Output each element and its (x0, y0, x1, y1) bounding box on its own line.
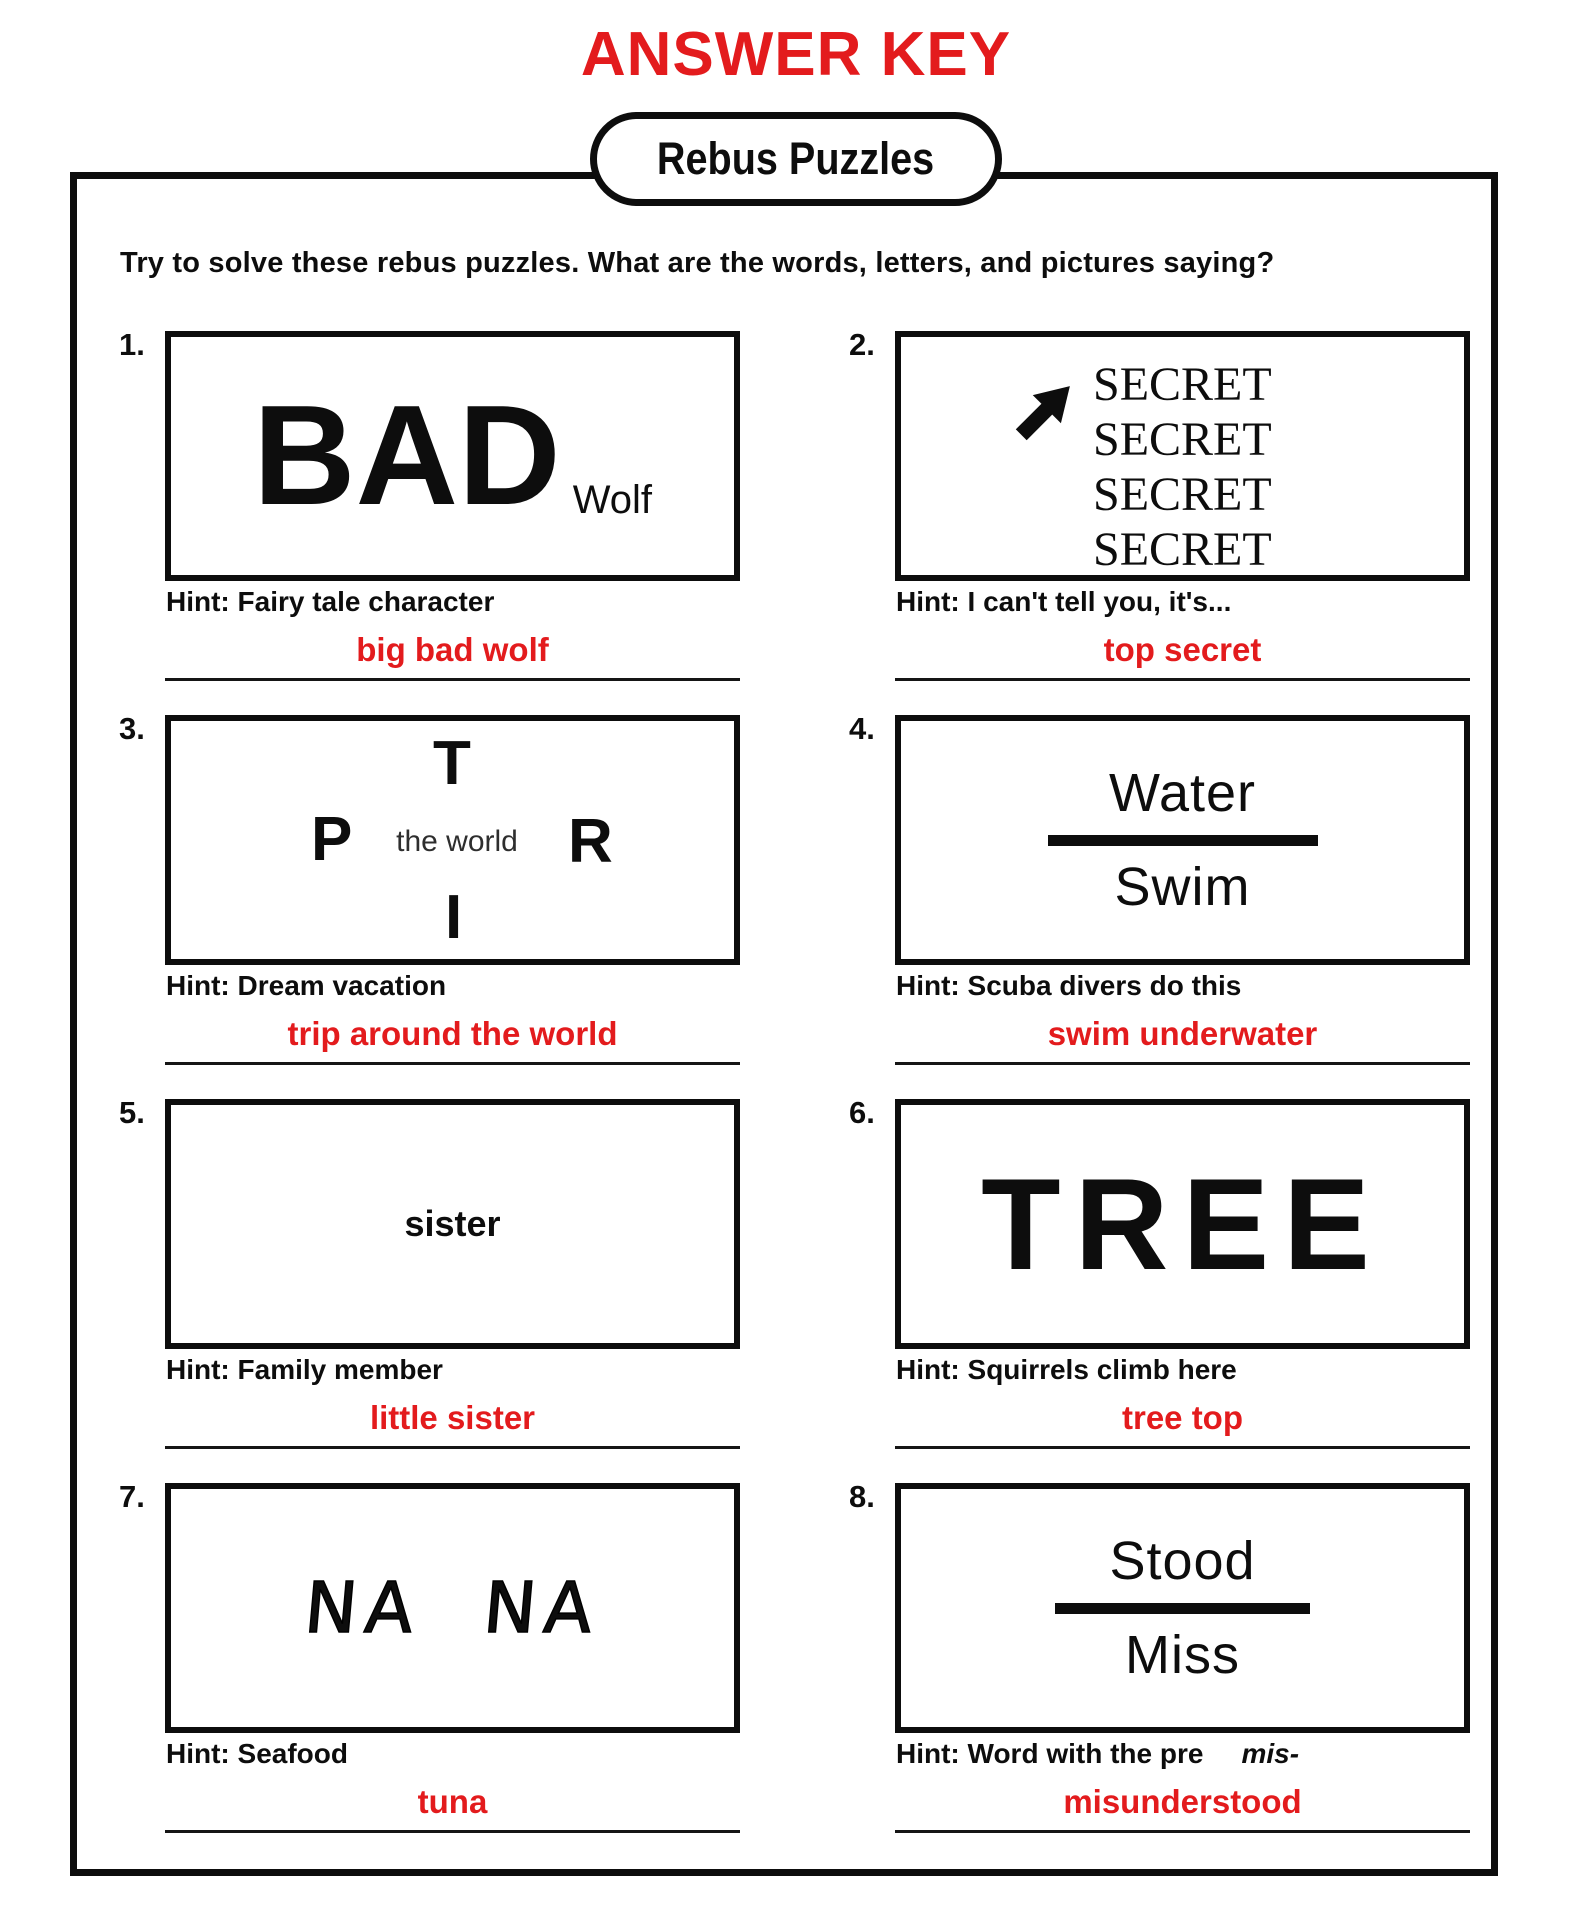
puzzle-6-box (895, 1099, 1470, 1349)
puzzle-1-word-big: BAD (253, 376, 561, 535)
puzzle-4-content (901, 721, 1464, 959)
puzzle-8-hint (896, 1738, 1299, 1770)
puzzle-2-line-2: SECRET (1093, 413, 1272, 466)
puzzle-2-answer-line (895, 678, 1470, 681)
puzzle-3-answer: trip around the world (287, 1015, 618, 1052)
instructions-text: Try to solve these rebus puzzles. What are the words, letters, and pictures saying? (120, 247, 1275, 279)
puzzle-8-hint-prefix: Hint: Word with the pre (896, 1738, 1204, 1769)
puzzle-1-answer: big bad wolf (356, 631, 549, 668)
puzzle-6-content (901, 1105, 1464, 1343)
fraction-bar (1048, 835, 1318, 846)
puzzle-5-answer: little sister (369, 1399, 536, 1436)
puzzle-3-letter-top: T (433, 729, 471, 798)
puzzle-3-cell (119, 711, 740, 1099)
puzzle-3-center-words: the world (396, 825, 518, 858)
title-pill (590, 112, 1002, 206)
puzzle-8-answer-line (895, 1830, 1470, 1833)
puzzle-6-cell (849, 1095, 1470, 1483)
puzzle-4-number: 4. (849, 711, 875, 746)
puzzle-6-number: 6. (849, 1095, 875, 1130)
puzzle-8-number: 8. (849, 1479, 875, 1514)
puzzle-1-hint: Hint: Fairy tale character (166, 586, 495, 617)
puzzle-6-hint: Hint: Squirrels climb here (896, 1354, 1237, 1385)
puzzle-8-answer: misunderstood (1063, 1783, 1302, 1820)
puzzle-1-box (165, 331, 740, 581)
puzzle-4-box (895, 715, 1470, 965)
puzzle-8-hint-italic: mis- (1241, 1738, 1300, 1769)
puzzle-3-content (171, 721, 734, 959)
puzzle-4-cell (849, 711, 1470, 1099)
puzzle-5-number: 5. (119, 1095, 145, 1130)
answer-key-heading: ANSWER KEY (580, 20, 1012, 89)
puzzle-8-word-top: Stood (1109, 1530, 1256, 1591)
puzzle-5-answer-line (165, 1446, 740, 1449)
puzzle-7-answer-line (165, 1830, 740, 1833)
fraction-bar (1055, 1603, 1310, 1614)
puzzle-2-line-1: SECRET (1093, 358, 1272, 411)
puzzle-3-letter-bottom: I (445, 883, 463, 952)
puzzle-7-cell (119, 1479, 740, 1867)
puzzle-2-line-4: SECRET (1093, 523, 1272, 576)
puzzle-8-cell (849, 1479, 1470, 1867)
puzzle-5-cell (119, 1095, 740, 1483)
puzzle-2-answer: top secret (1103, 631, 1262, 668)
puzzle-5-word: sister (404, 1203, 501, 1244)
puzzle-5-box (165, 1099, 740, 1349)
puzzle-5-content (171, 1105, 734, 1343)
puzzle-7-number: 7. (119, 1479, 145, 1514)
puzzle-5-hint: Hint: Family member (166, 1354, 443, 1385)
puzzle-1-answer-line (165, 678, 740, 681)
puzzle-3-box (165, 715, 740, 965)
puzzle-6-word: TREE (981, 1151, 1384, 1297)
puzzle-3-letter-left: P (311, 805, 353, 874)
puzzle-8-content (901, 1489, 1464, 1727)
puzzle-3-letter-right: R (568, 807, 613, 876)
puzzle-2-box (895, 331, 1470, 581)
puzzle-7-answer: tuna (417, 1783, 488, 1820)
puzzle-3-answer-line (165, 1062, 740, 1065)
puzzle-2-line-3: SECRET (1093, 468, 1272, 521)
puzzle-7-content (171, 1489, 734, 1727)
up-right-arrow-icon (1011, 381, 1075, 445)
puzzle-1-cell (119, 327, 740, 715)
puzzle-6-answer: tree top (1121, 1399, 1243, 1436)
puzzle-1-word-small: Wolf (572, 477, 652, 522)
puzzle-2-content (901, 337, 1464, 575)
puzzle-1-content (171, 337, 734, 575)
puzzle-4-hint: Hint: Scuba divers do this (896, 970, 1242, 1001)
puzzle-4-word-bottom: Swim (1114, 856, 1251, 917)
puzzle-2-hint: Hint: I can't tell you, it's... (896, 586, 1232, 617)
puzzle-6-answer-line (895, 1446, 1470, 1449)
puzzle-4-answer-line (895, 1062, 1470, 1065)
puzzle-7-box (165, 1483, 740, 1733)
puzzle-7-word-2: NA (479, 1567, 604, 1649)
puzzle-2-word-stack (1093, 357, 1272, 577)
puzzle-1-number: 1. (119, 327, 145, 362)
page-title: Rebus Puzzles (657, 133, 935, 184)
puzzle-7-hint: Hint: Seafood (166, 1738, 348, 1769)
puzzle-4-answer: swim underwater (1047, 1015, 1318, 1052)
puzzle-8-box (895, 1483, 1470, 1733)
puzzle-7-word-1: NA (301, 1567, 426, 1649)
puzzle-8-word-bottom: Miss (1125, 1624, 1240, 1685)
puzzle-2-cell (849, 327, 1470, 715)
puzzle-3-hint: Hint: Dream vacation (166, 970, 447, 1001)
puzzle-4-word-top: Water (1108, 762, 1256, 823)
puzzle-3-number: 3. (119, 711, 145, 746)
puzzle-6-clipped-word (981, 1151, 1384, 1297)
puzzle-2-number: 2. (849, 327, 875, 362)
